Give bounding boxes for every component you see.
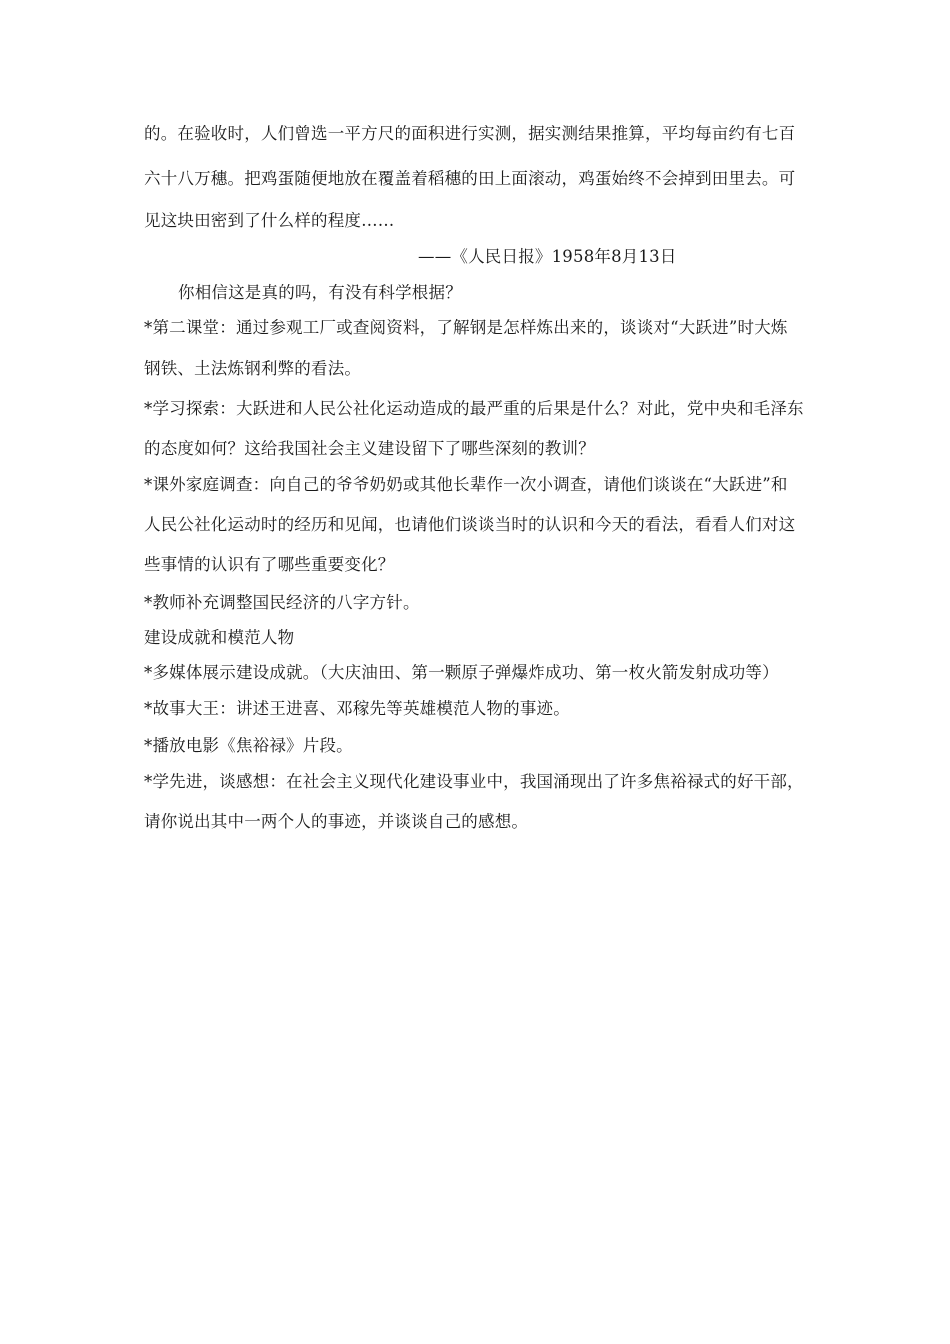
- learn-from-models-line-1: *学先进，谈感想：在社会主义现代化建设事业中，我国涌现出了许多焦裕禄式的好干部，: [144, 772, 804, 791]
- story-king-item: *故事大王：讲述王进喜、邓稼先等英雄模范人物的事迹。: [144, 699, 570, 718]
- multimedia-item: *多媒体展示建设成就。（大庆油田、第一颗原子弹爆炸成功、第一枚火箭发射成功等）: [144, 663, 779, 682]
- family-survey-line-2: 人民公社化运动时的经历和见闻，也请他们谈谈当时的认识和今天的看法，看看人们对这: [144, 515, 796, 534]
- learn-from-models-line-2: 请你说出其中一两个人的事迹，并谈谈自己的感想。: [144, 812, 529, 831]
- section-heading: 建设成就和模范人物: [144, 628, 295, 647]
- question-text: 你相信这是真的吗，有没有科学根据？: [178, 283, 462, 302]
- film-item: *播放电影《焦裕禄》片段。: [144, 736, 353, 755]
- quote-line-3: 见这块田密到了什么样的程度……: [144, 211, 395, 230]
- family-survey-line-3: 些事情的认识有了哪些重要变化？: [144, 555, 395, 574]
- quote-line-2: 六十八万穗。把鸡蛋随便地放在覆盖着稻穗的田上面滚动，鸡蛋始终不会掉到田里去。可: [144, 169, 796, 188]
- family-survey-line-1: *课外家庭调查：向自己的爷爷奶奶或其他长辈作一次小调查，请他们谈谈在“大跃进”和: [144, 475, 788, 494]
- learning-explore-line-1: *学习探索：大跃进和人民公社化运动造成的最严重的后果是什么？对此，党中央和毛泽东: [144, 399, 804, 418]
- second-class-line-2: 钢铁、土法炼钢利弊的看法。: [144, 359, 362, 378]
- second-class-line-1: *第二课堂：通过参观工厂或查阅资料，了解钢是怎样炼出来的，谈谈对“大跃进”时大炼: [144, 318, 788, 337]
- teacher-note: *教师补充调整国民经济的八字方针。: [144, 593, 420, 612]
- learning-explore-line-2: 的态度如何？这给我国社会主义建设留下了哪些深刻的教训？: [144, 439, 595, 458]
- quote-source: ——《人民日报》1958年8月13日: [418, 247, 677, 266]
- quote-line-1: 的。在验收时，人们曾选一平方尺的面积进行实测，据实测结果推算，平均每亩约有七百: [144, 124, 796, 143]
